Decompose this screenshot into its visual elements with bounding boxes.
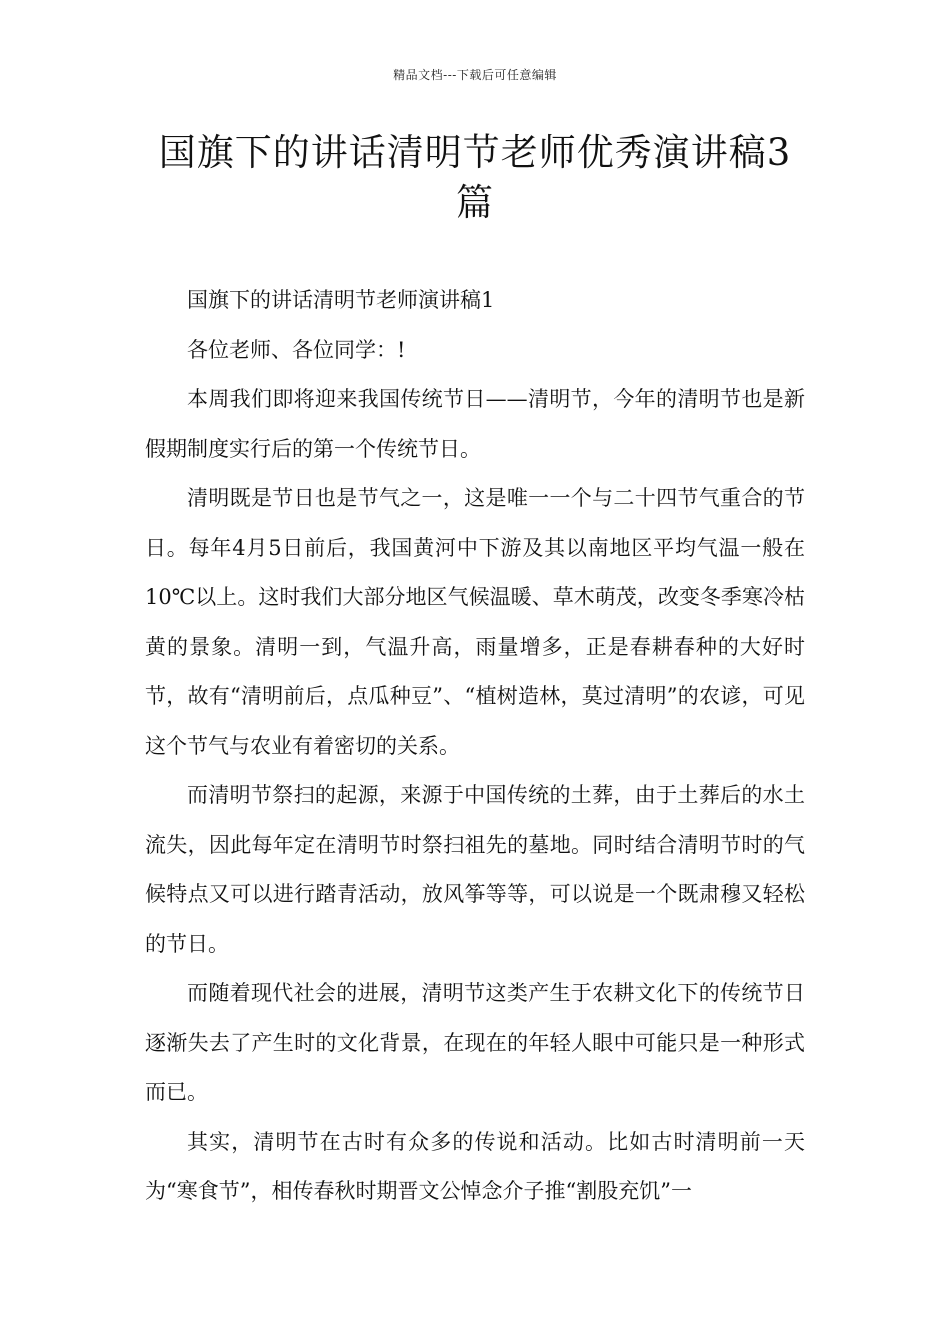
paragraph-greeting: 各位老师、各位同学：!: [187, 337, 406, 362]
paragraph: 其实，清明节在古时有众多的传说和活动。比如古时清明前一天为“寒食节”，相传春秋时期晋文公悼念介子推“割股充饥”一: [145, 1129, 805, 1203]
paragraph: 本周我们即将迎来我国传统节日——清明节，今年的清明节也是新假期制度实行后的第一个传统节日。: [145, 387, 805, 461]
document-title: 国旗下的讲话清明节老师优秀演讲稿3篇: [158, 131, 792, 224]
document-body: [145, 276, 805, 1217]
header-note: 精品文档---下载后可任意编辑: [393, 68, 557, 82]
paragraph: 而随着现代社会的进展，清明节这类产生于农耕文化下的传统节日逐渐失去了产生时的文化背景，在现在的年轻人眼中可能只是一种形式而已。: [145, 981, 805, 1104]
paragraph: 而清明节祭扫的起源，来源于中国传统的土葬，由于土葬后的水土流失，因此每年定在清明节时祭扫祖先的墓地。同时结合清明节时的气候特点又可以进行踏青活动，放风筝等等，可以说是一个既肃穆又轻松的节日。: [145, 783, 805, 956]
paragraph: 清明既是节日也是节气之一，这是唯一一个与二十四节气重合的节日。每年4月5日前后，我国黄河中下游及其以南地区平均气温一般在10℃以上。这时我们大部分地区气候温暖、草木萌茂，改变冬季寒冷枯黄的景象。清明一到，气温升高，雨量增多，正是春耕春种的大好时节，故有“清明前后，点瓜种豆”、“植树造林，莫过清明”的农谚，可见这个节气与农业有着密切的关系。: [145, 486, 805, 758]
paragraph-subtitle: 国旗下的讲话清明节老师演讲稿1: [187, 288, 495, 312]
